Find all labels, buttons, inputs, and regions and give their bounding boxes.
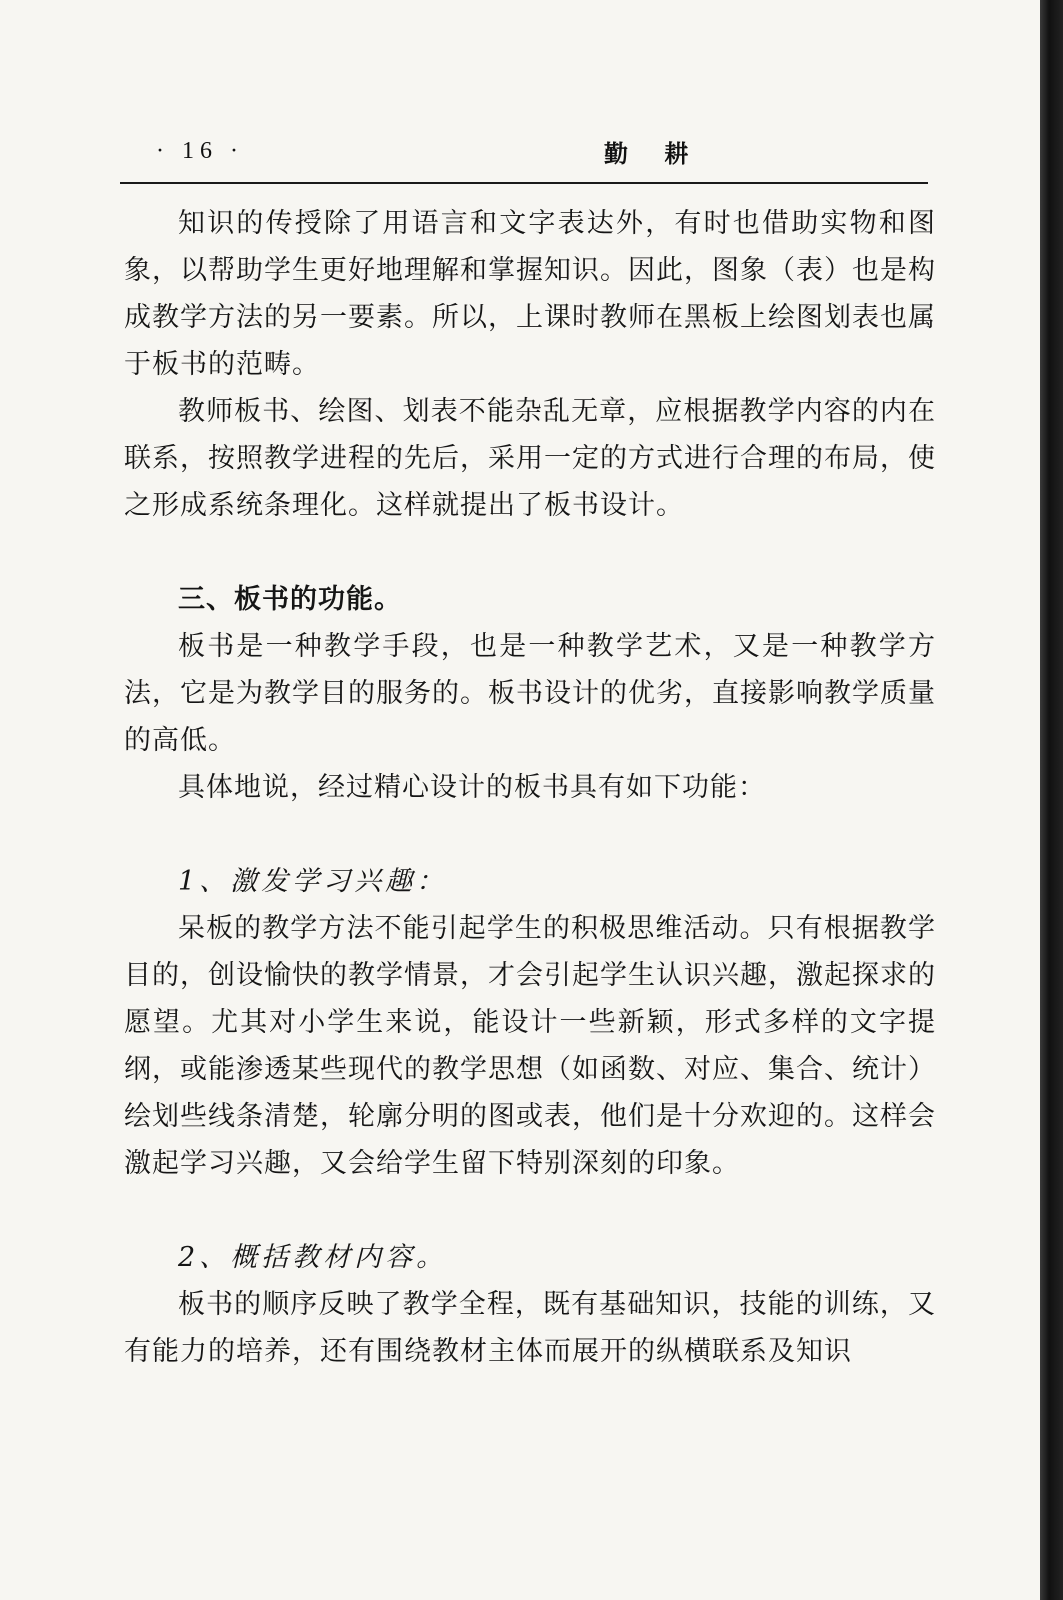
subheading-2: 2、概括教材内容。 [178,1242,448,1273]
paragraph-4: 具体地说，经过精心设计的板书具有如下功能： [178,772,766,803]
spacer [124,811,936,858]
spacer [124,1187,936,1234]
spacer [124,529,936,576]
paragraph-5: 呆板的教学方法不能引起学生的积极思维活动。只有根据教学目的，创设愉快的教学情景，才会引起学生认识兴趣，激起探求的愿望。尤其对小学生来说，能设计一些新颖，形式多样的文字提纲，或能渗透某些现代的教学思想（如函数、对应、集合、统计）绘划些线条清楚，轮廓分明的图或表，他们是十分欢迎的。这样会激起学习兴趣，又会给学生留下特别深刻的印象。 [124,913,936,1179]
body-text [124,200,936,1375]
paragraph-6: 板书的顺序反映了教学全程，既有基础知识，技能的训练，又有能力的培养，还有围绕教材主体而展开的纵横联系及知识 [124,1289,936,1367]
paragraph-2: 教师板书、绘图、划表不能杂乱无章，应根据教学内容的内在联系，按照教学进程的先后，采用一定的方式进行合理的布局，使之形成系统条理化。这样就提出了板书设计。 [124,396,936,521]
running-title: 勤 耕 [604,139,703,168]
subheading-1: 1、激发学习兴趣： [178,866,448,897]
paragraph-3: 板书是一种教学手段，也是一种教学艺术，又是一种教学方法，它是为教学目的服务的。板书设计的优劣，直接影响教学质量的高低。 [124,631,936,756]
scan-edge [1040,0,1063,1600]
page-number: · 16 · [156,138,244,164]
page-header [120,134,928,184]
paragraph-1: 知识的传授除了用语言和文字表达外，有时也借助实物和图象，以帮助学生更好地理解和掌握知识。因此，图象（表）也是构成教学方法的另一要素。所以，上课时教师在黑板上绘图划表也属于板书的范畴。 [124,208,936,380]
section-heading-3: 三、板书的功能。 [178,584,402,615]
